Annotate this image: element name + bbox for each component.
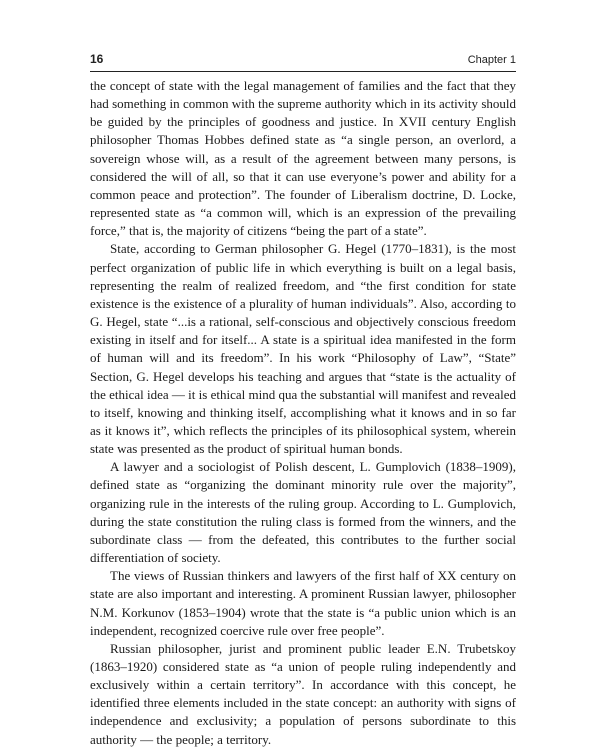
paragraph-korkunov: The views of Russian thinkers and lawyers of the first half of XX century on state are also important and interesting. A prominent Russian lawyer, philosopher N.M. Korkunov (1853–1904) wrote that the state is “a public union which is an independent, recognized coercive rule over free people”. bbox=[90, 568, 516, 638]
running-head bbox=[90, 50, 516, 72]
page-number: 16 bbox=[90, 52, 104, 66]
book-page bbox=[90, 50, 516, 749]
paragraph-trubetskoy: Russian philosopher, jurist and prominent public leader E.N. Trubetskoy (1863–1920) considered state as “a union of people ruling independently and exclusively within a certain territory”. In accordance with this concept, he identified three elements included in the state concept: an authority with signs of independence and exclusivity; a population of persons subordinate to this authority — the people; a territory. bbox=[90, 640, 516, 747]
paragraph-hegel: State, according to German philosopher G. Hegel (1770–1831), is the most perfect organization of public life in which everything is built on a legal basis, representing the realm of realized freedom, and “the first condition for state existence is the existence of a plurality of human individuals”. Also, according to G. Hegel, state “...is a rational, self-conscious and objectively conscious freedom existing in itself and for itself... A state is a spiritual idea manifested in the form of human will and its freedom”. In his work “Philosophy of Law”, “State” Section, G. Hegel develops his teaching and argues that “state is the actuality of the ethical idea — it is ethical mind qua the substantial will manifest and revealed to itself, knowing and thinking itself, accomplishing what it knows and in so far as it knows it”, which reflects the principles of its philosophical system, wherein state was presented as the product of spiritual human bonds. bbox=[90, 241, 516, 457]
paragraph-gumplovich: A lawyer and a sociologist of Polish descent, L. Gumplovich (1838–1909), defined state as “organizing the dominant minority rule over the majority”, organizing rule in the interests of the ruling group. According to L. Gumplovich, during the state constitution the ruling class is formed from the winners, and the subordinate class — from the defeated, this contributes to the further social differentiation of society. bbox=[90, 459, 516, 566]
body-text bbox=[90, 77, 516, 749]
chapter-label: Chapter 1 bbox=[467, 54, 516, 66]
paragraph-continued: the concept of state with the legal management of families and the fact that they had something in common with the supreme authority which in its activity should be guided by the principles of goodness and justice. In XVII century English philosopher Thomas Hobbes defined state as “a single person, an overlord, a sovereign whose will, as a result of the agreement between many persons, is considered the will of all, so that it can use everyone’s power and ability for a common peace and protection”. The founder of Liberalism doctrine, D. Locke, represented state as “a common will, which is an expression of the prevailing force,” that is, the majority of citizens “being the part of a state”. bbox=[90, 78, 516, 239]
